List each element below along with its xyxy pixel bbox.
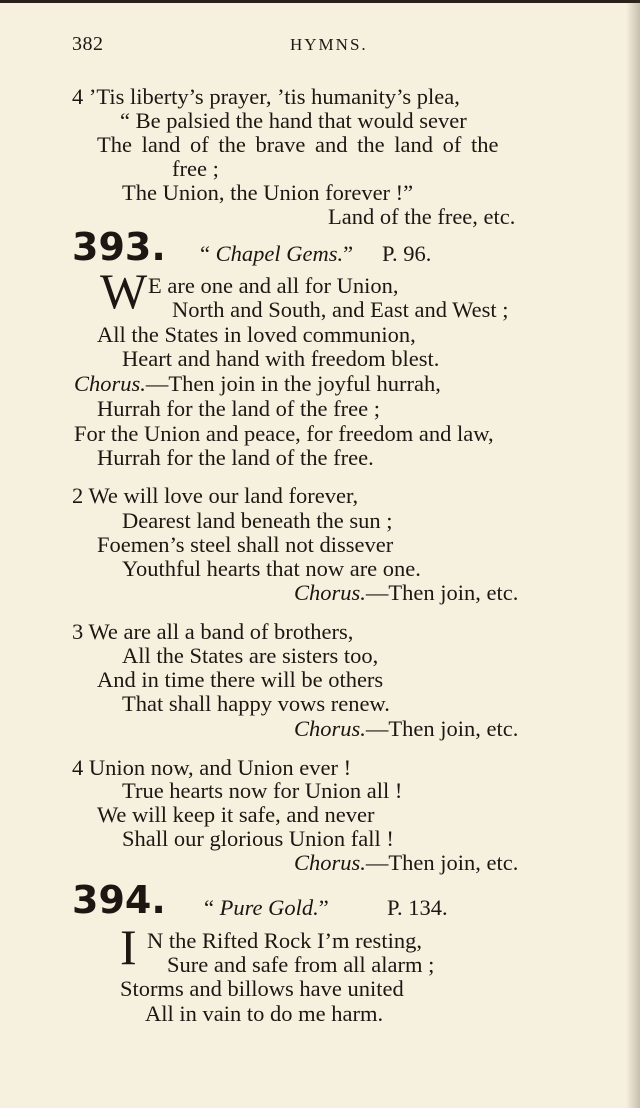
- chorus-line: [74, 371, 441, 397]
- verse-line: All the States are sisters too,: [122, 643, 379, 668]
- verse-line: Youthful hearts that now are one.: [122, 556, 421, 581]
- verse-line: N the Rifted Rock I’m resting,: [147, 928, 422, 953]
- page-number: 382: [72, 33, 104, 55]
- hymn-number: 393.: [72, 225, 166, 269]
- tune-name-line: [204, 895, 329, 921]
- chorus-ref-text: —Then join, etc.: [365, 716, 519, 741]
- page-gutter-shadow: [626, 0, 640, 1108]
- verse-line: And in time there will be others: [97, 667, 384, 692]
- scan-top-edge: [0, 0, 640, 3]
- quote-close: ”: [343, 241, 354, 266]
- quote-open: “: [204, 895, 214, 920]
- verse-line: Heart and hand with freedom blest.: [122, 346, 440, 371]
- chorus-text: —Then join in the joyful hurrah,: [145, 371, 441, 396]
- verse-line: All in vain to do me harm.: [145, 1001, 384, 1026]
- verse-line: free ;: [172, 156, 219, 181]
- verse-line: E are one and all for Union,: [148, 273, 399, 298]
- chorus-label: Chorus.: [294, 716, 366, 741]
- verse-line: We will keep it safe, and never: [97, 802, 375, 827]
- chorus-reference: [294, 850, 518, 876]
- verse-line: 2 We will love our land forever,: [72, 483, 359, 508]
- etc-line: Land of the free, etc.: [328, 204, 516, 229]
- chorus-label: Chorus.: [74, 371, 146, 396]
- drop-cap: I: [120, 919, 137, 975]
- chorus-reference: [294, 716, 518, 742]
- tune-page-ref: P. 134.: [387, 895, 448, 920]
- chorus-line: Hurrah for the land of the free ;: [97, 396, 380, 421]
- chorus-reference: [294, 580, 518, 606]
- chorus-line: For the Union and peace, for freedom and law,: [74, 421, 494, 446]
- tune-name: Chapel Gems.: [215, 241, 344, 266]
- tune-page-ref: P. 96.: [382, 241, 432, 266]
- verse-line: Dearest land beneath the sun ;: [122, 508, 393, 533]
- chorus-line: Hurrah for the land of the free.: [97, 445, 374, 470]
- verse-line: 3 We are all a band of brothers,: [72, 619, 354, 644]
- verse-line: Shall our glorious Union fall !: [122, 826, 394, 851]
- verse-line: Sure and safe from all alarm ;: [167, 952, 435, 977]
- verse-line: “ Be palsied the hand that would sever: [120, 108, 467, 133]
- quote-close: ”: [318, 895, 329, 920]
- tune-name-line: [200, 241, 353, 267]
- chorus-label: Chorus.: [294, 850, 366, 875]
- chorus-ref-text: —Then join, etc.: [365, 850, 519, 875]
- verse-line: Storms and billows have united: [120, 976, 404, 1001]
- verse-line: All the States in loved communion,: [97, 322, 416, 347]
- chorus-ref-text: —Then join, etc.: [365, 580, 519, 605]
- verse-line: The Union, the Union forever !”: [122, 180, 414, 205]
- verse-line: Foemen’s steel shall not dissever: [97, 532, 394, 557]
- drop-cap: W: [100, 263, 148, 319]
- chorus-label: Chorus.: [294, 580, 366, 605]
- hymn-number: 394.: [72, 878, 166, 922]
- running-head: HYMNS.: [290, 35, 368, 54]
- verse-line: 4 Union now, and Union ever !: [72, 755, 352, 780]
- verse-line: 4 ’Tis liberty’s prayer, ’tis humanity’s plea,: [72, 84, 460, 109]
- verse-line: That shall happy vows renew.: [122, 691, 390, 716]
- tune-name: Pure Gold.: [219, 895, 319, 920]
- verse-line: The land of the brave and the land of the: [97, 132, 499, 157]
- verse-line: True hearts now for Union all !: [122, 778, 403, 803]
- quote-open: “: [200, 241, 210, 266]
- verse-line: North and South, and East and West ;: [172, 297, 509, 322]
